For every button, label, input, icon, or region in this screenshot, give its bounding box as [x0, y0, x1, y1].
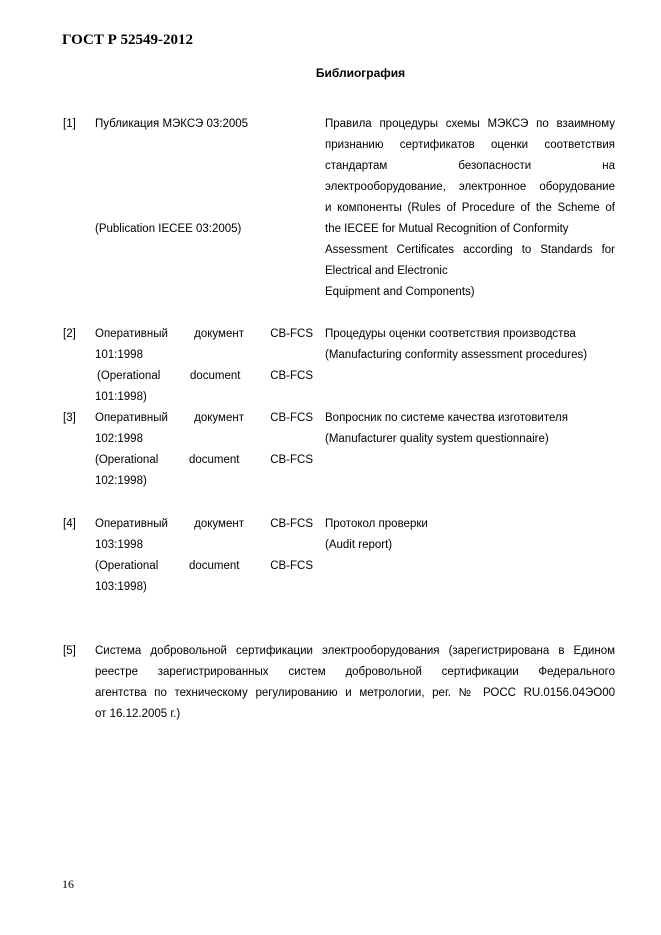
ref-5-number: [5] — [63, 645, 76, 657]
ref-1-title-line: Electrical and Electronic — [325, 265, 448, 277]
ref-1-source: Публикация МЭКСЭ 03:2005 — [95, 118, 249, 130]
ref-1-title-line: и компоненты (Rules of Procedure of the Scheme of — [325, 202, 615, 214]
ref-2-source-line: 101:1998) — [95, 391, 147, 403]
ref-2-title-line: Процедуры оценки соответствия производства — [325, 328, 576, 340]
page-number: 16 — [62, 877, 74, 891]
ref-1-title-line: стандартам безопасности на — [325, 160, 615, 172]
ref-3-source-line: 102:1998 — [95, 433, 143, 445]
ref-1-title-line: Assessment Certificates according to Standards for — [325, 244, 615, 256]
ref-4-source-line: Оперативный документ CB-FCS — [95, 518, 313, 530]
page-title: Библиография — [315, 66, 406, 80]
ref-2-title-line: (Manufacturing conformity assessment procedures) — [325, 349, 588, 361]
ref-3-source-line: Оперативный документ CB-FCS — [95, 412, 313, 424]
ref-3-title-line: Вопросник по системе качества изготовителя — [325, 412, 568, 424]
ref-1-title-line: электрооборудование, электронное оборудование — [325, 181, 615, 193]
ref-3-number: [3] — [63, 412, 76, 424]
ref-2-source-line: 101:1998 — [95, 349, 143, 361]
ref-5-text-line: от 16.12.2005 г.) — [95, 708, 181, 720]
ref-5-text-line: агентства по техническому регулированию и метрологии, рег. № РОСС RU.0156.04ЭО00 — [95, 687, 615, 699]
ref-4-source-line: (Operational document CB-FCS — [95, 560, 313, 572]
ref-4-source-line: 103:1998) — [95, 581, 147, 593]
ref-3-source-line: 102:1998) — [95, 475, 147, 487]
ref-4-title-line: (Audit report) — [325, 539, 393, 551]
ref-2-number: [2] — [63, 328, 76, 340]
ref-4-title-line: Протокол проверки — [325, 518, 428, 530]
ref-4-number: [4] — [63, 518, 76, 530]
ref-1-title-line: Правила процедуры схемы МЭКСЭ по взаимному — [325, 118, 615, 130]
document-header: ГОСТ Р 52549-2012 — [62, 32, 194, 48]
ref-5-text-line: Система добровольной сертификации электрооборудования (зарегистрирована в Едином — [95, 645, 615, 657]
ref-1-title-line: признанию сертификатов оценки соответствия — [325, 139, 615, 151]
ref-2-source-line: (Operational document CB-FCS — [97, 370, 313, 382]
ref-3-source-line: (Operational document CB-FCS — [95, 454, 313, 466]
ref-2-source-line: Оперативный документ CB-FCS — [95, 328, 313, 340]
ref-3-title-line: (Manufacturer quality system questionnaire) — [325, 433, 549, 445]
ref-1-title-line: the IECEE for Mutual Recognition of Conformity — [325, 223, 569, 235]
ref-5-text-line: реестре зарегистрированных систем добровольной сертификации Федерального — [95, 666, 615, 678]
ref-1-title-line: Equipment and Components) — [325, 286, 475, 298]
ref-4-source-line: 103:1998 — [95, 539, 143, 551]
ref-1-source-en: (Publication IECEE 03:2005) — [95, 223, 242, 235]
ref-1-number: [1] — [63, 118, 76, 130]
